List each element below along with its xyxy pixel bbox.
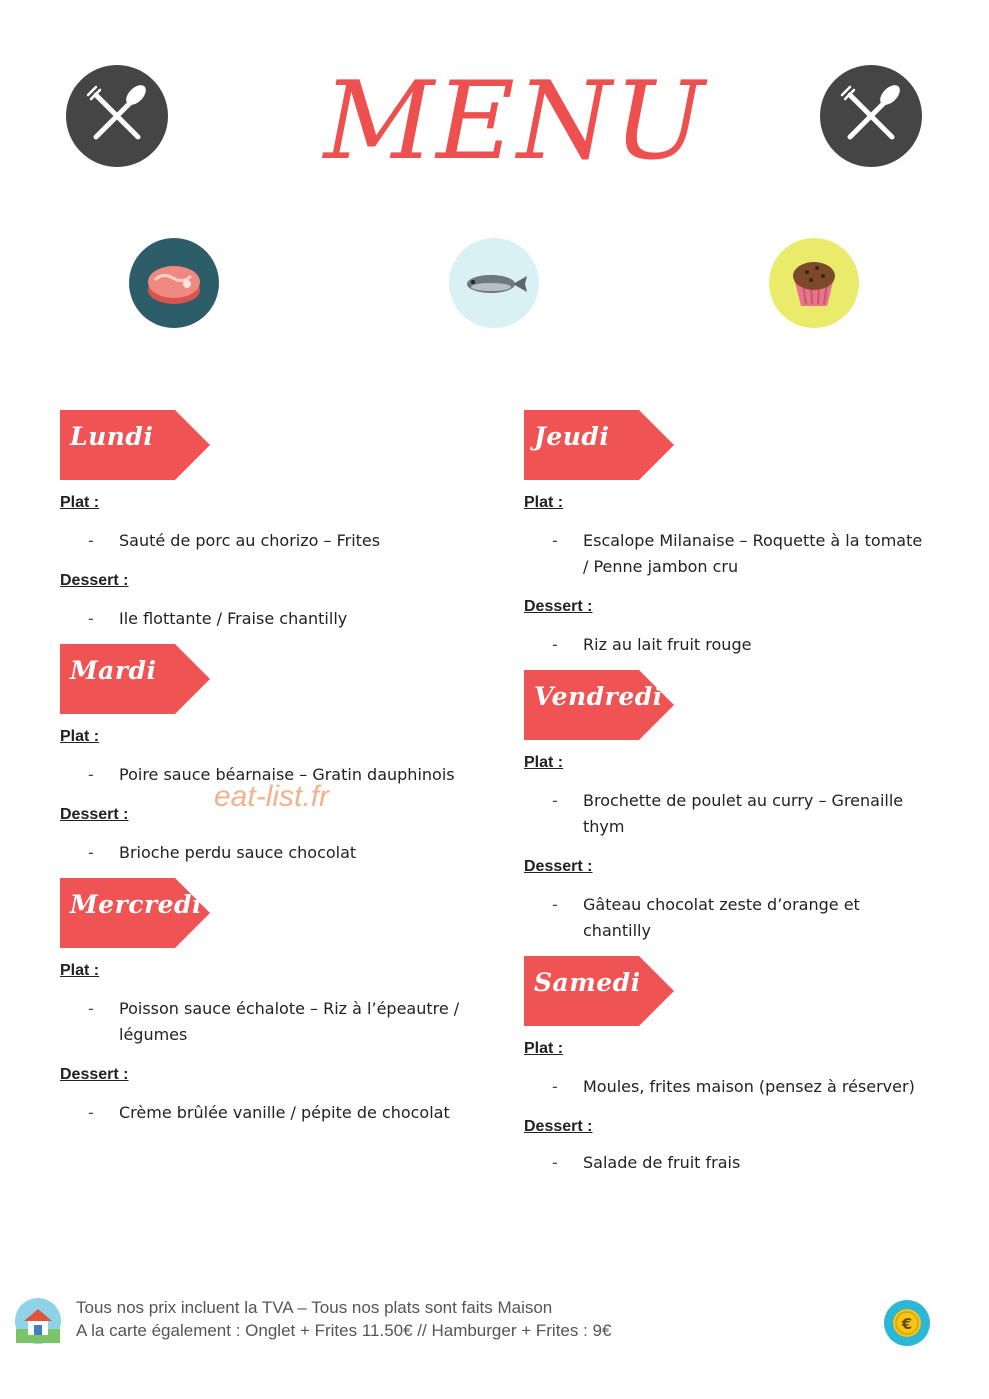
dish-item: [524, 892, 944, 944]
day-block: [524, 410, 944, 658]
day-label: Jeudi: [534, 422, 610, 451]
day-label: Lundi: [70, 422, 154, 451]
dessert-label: Dessert :: [524, 598, 593, 615]
day-banner: [60, 878, 210, 948]
dish-item: [60, 528, 480, 554]
menu-title: MENU: [323, 59, 707, 184]
dish-item: [60, 1100, 480, 1126]
dessert-label: Dessert :: [524, 1118, 593, 1135]
day-banner: [524, 956, 674, 1026]
dessert-label: Dessert :: [60, 572, 129, 589]
dish-text: Ile flottante / Fraise chantilly: [119, 609, 348, 628]
dash-bullet: -: [552, 1153, 558, 1172]
plat-label: Plat :: [524, 754, 564, 771]
meat-steak-icon: [129, 238, 219, 328]
dish-item: [524, 632, 944, 658]
dish-text: légumes: [119, 1025, 188, 1044]
dish-text: Gâteau chocolat zeste d’orange et: [583, 895, 860, 914]
dish-text: Riz au lait fruit rouge: [583, 635, 752, 654]
day-banner: [524, 410, 674, 480]
dash-bullet: -: [88, 531, 94, 550]
dish-text: thym: [583, 817, 625, 836]
plat-label: Plat :: [60, 728, 100, 745]
fork-knife-icon: [66, 65, 168, 167]
dish-item: [60, 606, 480, 632]
menu-column-left: [60, 410, 480, 1138]
euro-coin-icon: [883, 1299, 931, 1347]
day-label: Mercredi: [70, 890, 203, 919]
dish-item: [60, 996, 480, 1048]
dash-bullet: -: [552, 895, 558, 914]
dish-item: [524, 1150, 944, 1176]
dessert-label: Dessert :: [60, 1066, 129, 1083]
day-block: [60, 644, 480, 866]
watermark: eat-list.fr: [214, 780, 330, 813]
house-icon: [14, 1297, 62, 1345]
dish-text: chantilly: [583, 921, 651, 940]
dish-text: Brioche perdu sauce chocolat: [119, 843, 357, 862]
dash-bullet: -: [88, 1103, 94, 1122]
dish-text: Sauté de porc au chorizo – Frites: [119, 531, 381, 550]
dessert-label: Dessert :: [60, 806, 129, 823]
day-label: Vendredi: [534, 682, 663, 711]
day-block: [524, 670, 944, 944]
dash-bullet: -: [88, 765, 94, 784]
day-label: Mardi: [70, 656, 157, 685]
day-block: [60, 878, 480, 1126]
day-banner: [60, 410, 210, 480]
dish-item: [524, 788, 944, 840]
footer-text: [76, 1296, 611, 1342]
plat-label: Plat :: [524, 494, 564, 511]
dash-bullet: -: [88, 843, 94, 862]
footer-line-2: A la carte également : Onglet + Frites 11.50€ // Hamburger + Frites : 9€: [76, 1321, 612, 1340]
day-banner: [524, 670, 674, 740]
muffin-icon: [769, 238, 859, 328]
dish-item: [524, 528, 944, 580]
fork-knife-icon: [820, 65, 922, 167]
dish-text: Poisson sauce échalote – Riz à l’épeautre /: [119, 999, 460, 1018]
dash-bullet: -: [88, 999, 94, 1018]
day-block: [60, 410, 480, 632]
dash-bullet: -: [552, 1077, 558, 1096]
dish-item: [60, 840, 480, 866]
dish-text: Crème brûlée vanille / pépite de chocolat: [119, 1103, 450, 1122]
dish-text: Salade de fruit frais: [583, 1153, 741, 1172]
menu-column-right: [524, 410, 944, 1188]
plat-label: Plat :: [60, 494, 100, 511]
plat-label: Plat :: [60, 962, 100, 979]
dish-text: Poire sauce béarnaise – Gratin dauphinois: [119, 765, 455, 784]
day-banner: [60, 644, 210, 714]
dash-bullet: -: [552, 531, 558, 550]
dash-bullet: -: [88, 609, 94, 628]
dish-text: Brochette de poulet au curry – Grenaille: [583, 791, 904, 810]
day-block: [524, 956, 944, 1176]
plat-label: Plat :: [524, 1040, 564, 1057]
dish-item: [524, 1074, 944, 1100]
dish-text: Escalope Milanaise – Roquette à la tomate: [583, 531, 923, 550]
dish-text: / Penne jambon cru: [583, 557, 739, 576]
dash-bullet: -: [552, 791, 558, 810]
day-label: Samedi: [534, 968, 641, 997]
dessert-label: Dessert :: [524, 858, 593, 875]
fish-icon: [449, 238, 539, 328]
svg-text:€: €: [901, 1315, 913, 1333]
dash-bullet: -: [552, 635, 558, 654]
footer-line-1: Tous nos prix incluent la TVA – Tous nos plats sont faits Maison: [76, 1298, 553, 1317]
dish-text: Moules, frites maison (pensez à réserver): [583, 1077, 915, 1096]
